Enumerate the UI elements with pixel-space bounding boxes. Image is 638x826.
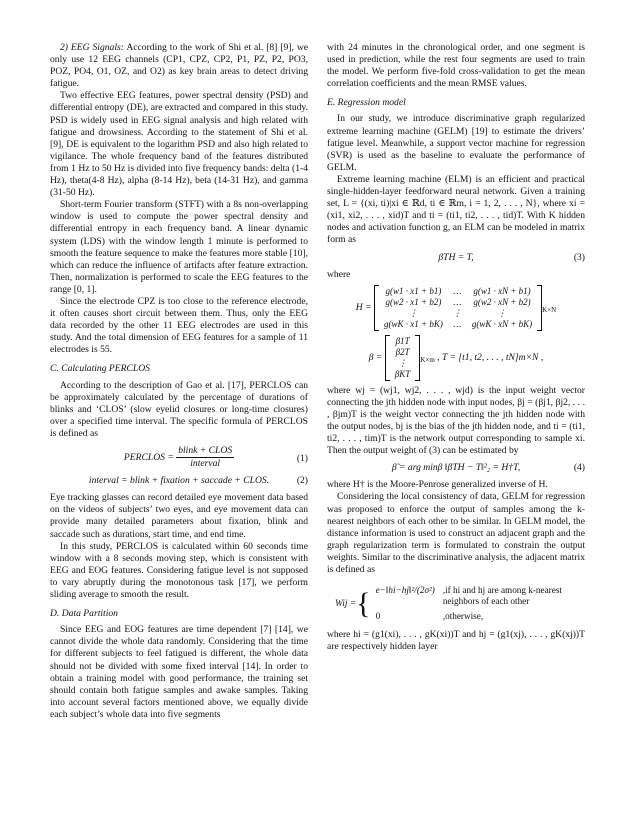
perclos-paragraph-1: According to the description of Gao et al. [17], PERCLOS can be approximately calculated by the percentage of durations of blinks and ‘CLOS’ (slow eyelid closures or long-time closures) over a specified time interval. The specific formula of PERCLOS is defined as — [50, 379, 308, 439]
matrix-h — [327, 285, 585, 331]
matrix-h-row — [379, 319, 537, 330]
regression-paragraph-4: where H† is the Moore-Penrose generalized inverse of H. — [327, 479, 548, 491]
case-1-condition — [440, 584, 565, 608]
matrix-h-cell: … — [453, 285, 462, 296]
regression-paragraph-2: Extreme learning machine (ELM) is an efficient and practical single-hidden-layer feedforward neural network. Given a training set, L = {(xi, ti)|xi ∈ ℝd, ti ∈ ℝm, i = 1, 2, . . . , N}, where xi = (xi1, xi2, . . . , xid)T and ti = (ti1, ti2, . . . , tid)T. With K hidden nodes and activation function g, an ELM can be modeled in matrix form as — [327, 173, 585, 246]
partition-paragraph-2: with 24 minutes in the chronological order, and one segment is used in prediction, while the rest four segments are used to train the model. We perform five-fold cross-validation to get the mean correlation coefficients and the mean RMSE values. — [327, 42, 585, 90]
matrix-h-cell: g(w2 · x1 + b2) — [385, 296, 442, 307]
matrix-h-cell: g(wK · x1 + bK) — [384, 318, 443, 329]
matrix-h-cell: g(w1 · xN + b1) — [473, 285, 531, 296]
matrix-h-lhs: H = — [355, 301, 372, 313]
regression-paragraph-3: where wj = (wj1, wj2, . . . , wjd) is the input weight vector connecting the jth hidden node with input nodes, βj = (βj1, βj2, . . . , βjm)T is the weight vector connecting the jth hidden node with the output nodes, bj is the bias of the jth hidden node, and ti = (ti1, ti2, . . . , tim)T is the network output corresponding to sample xi. Then the output weight of (3) can be estimated by — [327, 384, 585, 457]
matrix-beta-cell: β2T — [395, 346, 410, 357]
case-row-2 — [373, 610, 565, 623]
matrix-beta-row — [390, 347, 416, 358]
case-1-condition-line-1: ,if hi and hj are among k-nearest — [442, 585, 562, 596]
left-column — [50, 42, 308, 721]
matrix-beta-body — [385, 335, 421, 381]
matrix-t-definition: , T = [t1, t2, . . . , tN]m×N , — [437, 351, 544, 363]
where-label: where — [327, 268, 351, 280]
case-1-expression: e−‖hi−hj‖²/(2σ²) — [375, 585, 435, 596]
eeg-paragraph-1-text: According to the work of Shi et al. [8] [9], we only use 12 EEG channels (CP1, CPZ, CP2, P1, PZ, P2, PO3, POZ, PO4, O1, OZ, and O2) as key brain areas to detect driving fatigue. — [50, 42, 309, 90]
matrix-h-cell: ⋮ — [408, 307, 418, 318]
matrix-h-cell: g(wK · xN + bK) — [471, 318, 533, 329]
case-1-condition-line-2: neighbors of each other — [442, 596, 530, 607]
data-partition-heading: D. Data Partition — [50, 608, 118, 620]
equation-2-number: (2) — [296, 475, 308, 487]
matrix-h-row — [379, 297, 537, 308]
equation-2-body: interval = blink + fixation + saccade + CLOS. — [88, 475, 270, 487]
case-row-1 — [373, 584, 565, 608]
adjacency-matrix-definition — [327, 582, 585, 625]
eeg-signals-heading: 2) EEG Signals: — [60, 42, 124, 53]
equation-4-number: (4) — [573, 462, 585, 474]
matrix-beta — [327, 335, 585, 381]
matrix-h-body — [374, 285, 542, 331]
matrix-h-table — [379, 286, 537, 330]
equation-3 — [327, 252, 585, 264]
equation-1-numerator: blink + CLOS — [176, 445, 234, 458]
perclos-paragraph-3: In this study, PERCLOS is calculated within 60 seconds time window with a 8 seconds moving step, which is consistent with EEG and EOG features. Considering fatigue level is not supposed to vary abruptly during the monotonous task [17], we perform sliding average to smooth the result. — [50, 540, 308, 601]
matrix-h-size: K×N — [542, 305, 557, 314]
case-2-condition: ,otherwise, — [442, 611, 484, 622]
perclos-heading: C. Calculating PERCLOS — [50, 363, 150, 375]
perclos-paragraph-2: Eye tracking glasses can record detailed eye movement data based on the videos of subjects’ two eyes, and eye movement data can provide many detailed parameters about fixation, blink and saccade such as durations, start time, and end time. — [50, 492, 308, 540]
right-column — [327, 42, 585, 653]
equation-4 — [327, 462, 585, 474]
matrix-beta-row — [390, 369, 416, 380]
equation-1-lhs: PERCLOS = — [123, 451, 174, 463]
matrix-beta-row — [390, 336, 416, 347]
matrix-h-cell: g(w2 · xN + b2) — [473, 296, 531, 307]
matrix-h-row — [379, 286, 537, 297]
equation-1 — [50, 445, 308, 470]
eeg-paragraph-2: Two effective EEG features, power spectral density (PSD) and differential entropy (DE), are extracted and compared in this study. PSD is widely used in EEG signal analysis and high related with fatigue and drowsiness. According to the statement of Shi et al. [9], DE is equivalent to the logarithm PSD and also high related to vigilance. The whole frequency band of the features distributed from 1 Hz to 50 Hz is divided into five frequency bands: delta (1-4 Hz), theta(4-8 Hz), alpha (8-14 Hz), beta (14-31 Hz), and gamma (31-50 Hz). — [50, 90, 308, 199]
matrix-h-cell: ⋮ — [452, 307, 462, 318]
regression-model-heading: E. Regression model — [327, 97, 406, 109]
adjacency-lhs: Wij = — [335, 598, 357, 609]
equation-4-body: β̃ = arg minβ ‖βTH − T‖²₂ = H†T, — [391, 462, 521, 474]
matrix-h-row — [379, 308, 537, 319]
eeg-paragraph-3: Short-term Fourier transform (STFT) with a 8s non-overlapping window is used to compute the power spectral density and differential entropy in each frequency band. A linear dynamic system (LDS) with the window length 1 minute is performed to smooth the feature sequence to make the features more stable [10], which can reduce the influence of artifacts after feature extraction. Then, normalization is performed to scale the EEG features to the range [0, 1]. — [50, 199, 308, 295]
matrix-h-cell: g(w1 · x1 + b1) — [385, 285, 442, 296]
equation-3-number: (3) — [573, 251, 585, 263]
equation-1-denominator: interval — [190, 458, 221, 470]
equation-1-fraction — [176, 445, 234, 470]
partition-paragraph-1: Since EEG and EOG features are time dependent [7] [14], we cannot divide the whole data randomly. Considering that the time for different subjects to feel fatigued is different, the whole data should not be divided with some fixed interval [14]. In order to obtain a training model with good performance, the training set should contain both fatigue samples and awake samples. Taking into account several factors mentioned above, we equally divide each subject’s whole data into five segments — [50, 624, 308, 720]
matrix-beta-cell: β1T — [395, 335, 410, 346]
matrix-h-cell: ⋮ — [497, 307, 507, 318]
eeg-paragraph-1 — [50, 42, 308, 90]
matrix-beta-table — [390, 336, 416, 380]
matrix-h-cell: … — [453, 296, 462, 307]
matrix-beta-cell: βKT — [394, 368, 411, 379]
adjacency-cases — [371, 582, 567, 625]
regression-paragraph-6: where hi = (g1(xi), . . . , gK(xi))T and hj = (g1(xj), . . . , gK(xj))T are respectively hidden layer — [327, 629, 585, 653]
matrix-beta-size: K×m — [420, 355, 435, 364]
matrix-beta-row — [390, 358, 416, 369]
case-2-expression: 0 — [375, 611, 381, 622]
matrix-beta-cell: ⋮ — [398, 357, 408, 368]
equation-2 — [50, 475, 308, 487]
regression-paragraph-5: Considering the local consistency of data, GELM for regression was proposed to enforce the output of samples among the k-nearest neighbors of each other to be similar. In GELM model, the distance information is used to construct an adjacent graph and the graph regularization term is formulated to constrain the output weights. Similar to the discriminative analysis, the adjacent matrix is defined as — [327, 491, 585, 575]
equation-1-number: (1) — [296, 453, 308, 464]
equation-3-body: βTH = T, — [438, 251, 474, 263]
left-brace: { — [356, 586, 371, 620]
regression-paragraph-1: In our study, we introduce discriminative graph regularized extreme learning machine (GELM) [19] to estimate the drivers’ fatigue level. Meanwhile, a support vector machine for regression (SVR) is used as the baseline to evaluate the performance of GELM. — [327, 113, 585, 173]
matrix-beta-lhs: β = — [368, 351, 383, 363]
eeg-paragraph-4: Since the electrode CPZ is too close to the reference electrode, it often causes short circuit between them. Thus, only the EEG data recorded by the other 11 EEG electrodes are used in this study. And the total dimension of EEG features for a sample of 11 electrodes is 55. — [50, 295, 308, 356]
matrix-h-cell: … — [453, 318, 462, 329]
